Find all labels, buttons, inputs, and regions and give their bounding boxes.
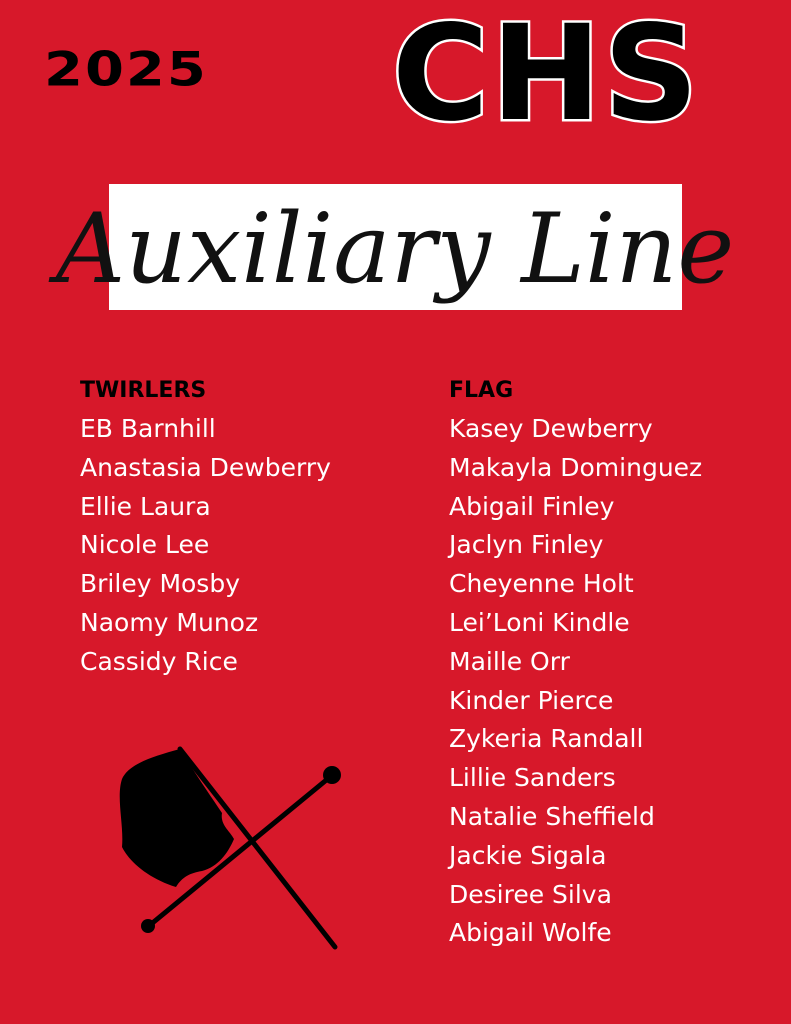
list-item: Naomy Munoz	[80, 607, 259, 637]
list-item: Anastasia Dewberry	[80, 452, 331, 482]
flag-and-baton-icon	[110, 735, 350, 955]
list-item: Jaclyn Finley	[449, 530, 604, 560]
list-item: Jackie Sigala	[449, 840, 607, 870]
list-item: Natalie Sheffield	[449, 801, 655, 831]
flag-column	[449, 376, 702, 953]
list-item: Zykeria Randall	[449, 724, 644, 754]
list-item: Ellie Laura	[80, 491, 211, 521]
list-item: Maille Orr	[449, 646, 570, 676]
banner-title: Auxiliary Line	[55, 193, 735, 305]
list-item: Cheyenne Holt	[449, 569, 634, 599]
list-item: Kasey Dewberry	[449, 414, 653, 443]
list-item: Abigail Wolfe	[449, 918, 612, 948]
list-item: Lei’Loni Kindle	[449, 607, 630, 637]
flag-heading: FLAG	[449, 378, 514, 403]
list-item: Lillie Sanders	[449, 763, 616, 793]
list-item: Briley Mosby	[80, 569, 240, 599]
twirlers-list	[80, 410, 331, 682]
flag-list	[449, 410, 702, 953]
list-item: Makayla Dominguez	[449, 452, 703, 482]
list-item: Desiree Silva	[449, 879, 612, 909]
title-banner	[109, 184, 682, 310]
list-item: Abigail Finley	[449, 491, 615, 521]
list-item: Kinder Pierce	[449, 685, 614, 715]
list-item: Cassidy Rice	[80, 646, 238, 676]
school-title: CHS	[392, 0, 701, 151]
twirlers-column	[80, 376, 331, 682]
twirlers-heading: TWIRLERS	[80, 378, 207, 403]
list-item: EB Barnhill	[80, 414, 216, 443]
year-title: 2025	[44, 42, 208, 98]
list-item: Nicole Lee	[80, 530, 210, 560]
